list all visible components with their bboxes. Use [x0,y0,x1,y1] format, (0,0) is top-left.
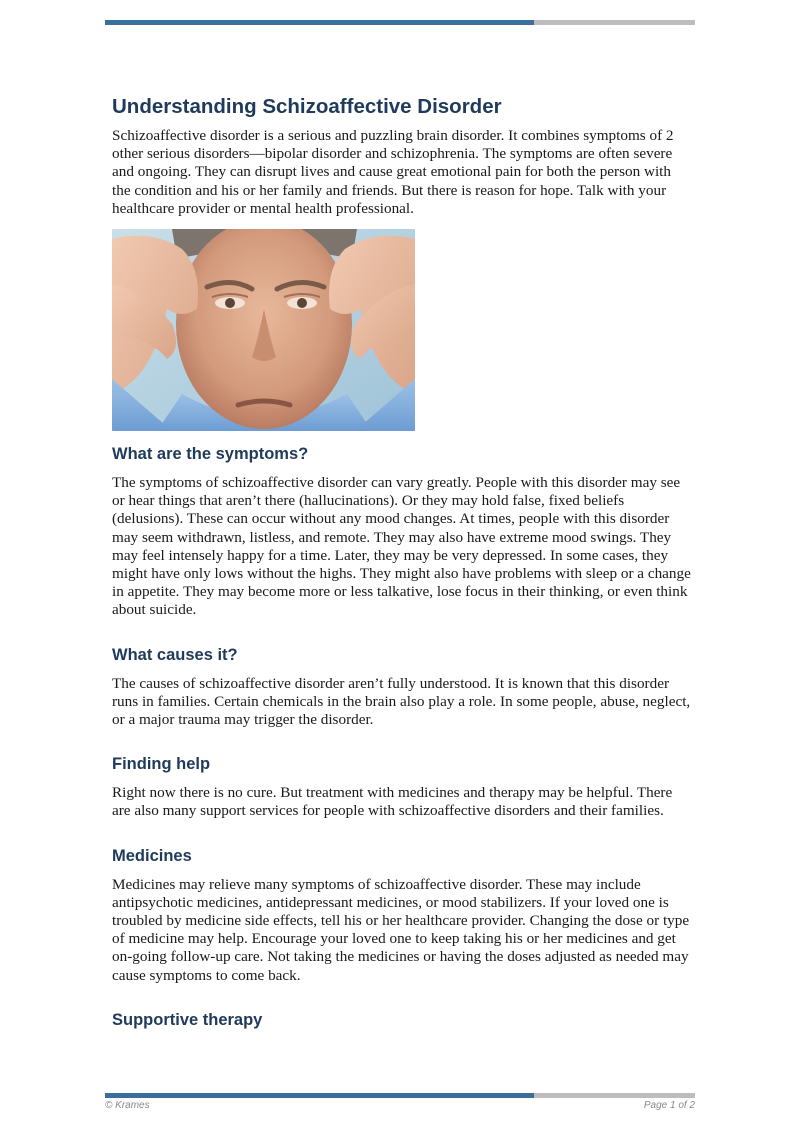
section-finding-help [112,753,692,820]
section-body: Right now there is no cure. But treatment with medicines and therapy may be helpful. There are also many support services for people with schizoaffective disorders and their families. [112,784,673,820]
intro-paragraph: Schizoaffective disorder is a serious and puzzling brain disorder. It combines symptoms of 2 other serious disorders—bipolar disorder and schizophrenia. The symptoms are often severe and ongoing. They can disrupt lives and cause great emotional pain for both the person with the condition and his or her family and friends. But there is reason for hope. Talk with your healthcare provider or mental health professional. [112,127,674,217]
top-rule-progress [105,20,534,25]
section-supportive-therapy [112,1009,692,1031]
copyright-text: © Krames [105,1100,150,1111]
man-holding-head-photo [112,229,415,431]
section-body: The symptoms of schizoaffective disorder can vary greatly. People with this disorder may see or hear things that aren’t there (hallucinations). Or they may hold false, fixed beliefs (delusions). These can occur without any mood changes. At times, people with this disorder may seem withdrawn, listless, and remote. They may also have extreme mood swings. They may feel intensely happy for a time. Later, they may be very depressed. In some cases, they might have only lows without the highs. They might also have problems with sleep or a change in appetite. They may become more or less talkative, lose focus in their thinking, or even think about suicide. [112,474,691,619]
section-symptoms [112,443,692,620]
section-body: The causes of schizoaffective disorder aren’t fully understood. It is known that this disorder runs in families. Certain chemicals in the brain also play a role. In some people, abuse, neglect, or a major trauma may trigger the disorder. [112,674,691,729]
document-body [112,94,692,1040]
page-footer [105,1100,695,1111]
top-rule-track [534,20,695,25]
page-title: Understanding Schizoaffective Disorder [112,95,502,118]
section-heading: What are the symptoms? [112,445,309,464]
section-heading: Medicines [112,846,192,865]
section-causes [112,644,692,730]
section-body: Medicines may relieve many symptoms of schizoaffective disorder. These may include antipsychotic medicines, antidepressant medicines, or mood stabilizers. If your loved one is troubled by medicine side effects, tell his or her healthcare provider. Changing the dose or type of medicine may help. Encourage your loved one to keep taking his or her medicines and get on-going follow-up care. Not taking the medicines or having the doses adjusted as needed may cause symptoms to come back. [112,875,690,984]
bottom-rule [105,1093,695,1098]
bottom-rule-track [534,1093,695,1098]
top-rule [105,20,695,25]
section-heading: What causes it? [112,645,238,664]
section-medicines [112,845,692,985]
section-heading: Finding help [112,755,211,774]
bottom-rule-progress [105,1093,534,1098]
page-number: Page 1 of 2 [643,1100,695,1111]
section-heading: Supportive therapy [112,1010,263,1029]
